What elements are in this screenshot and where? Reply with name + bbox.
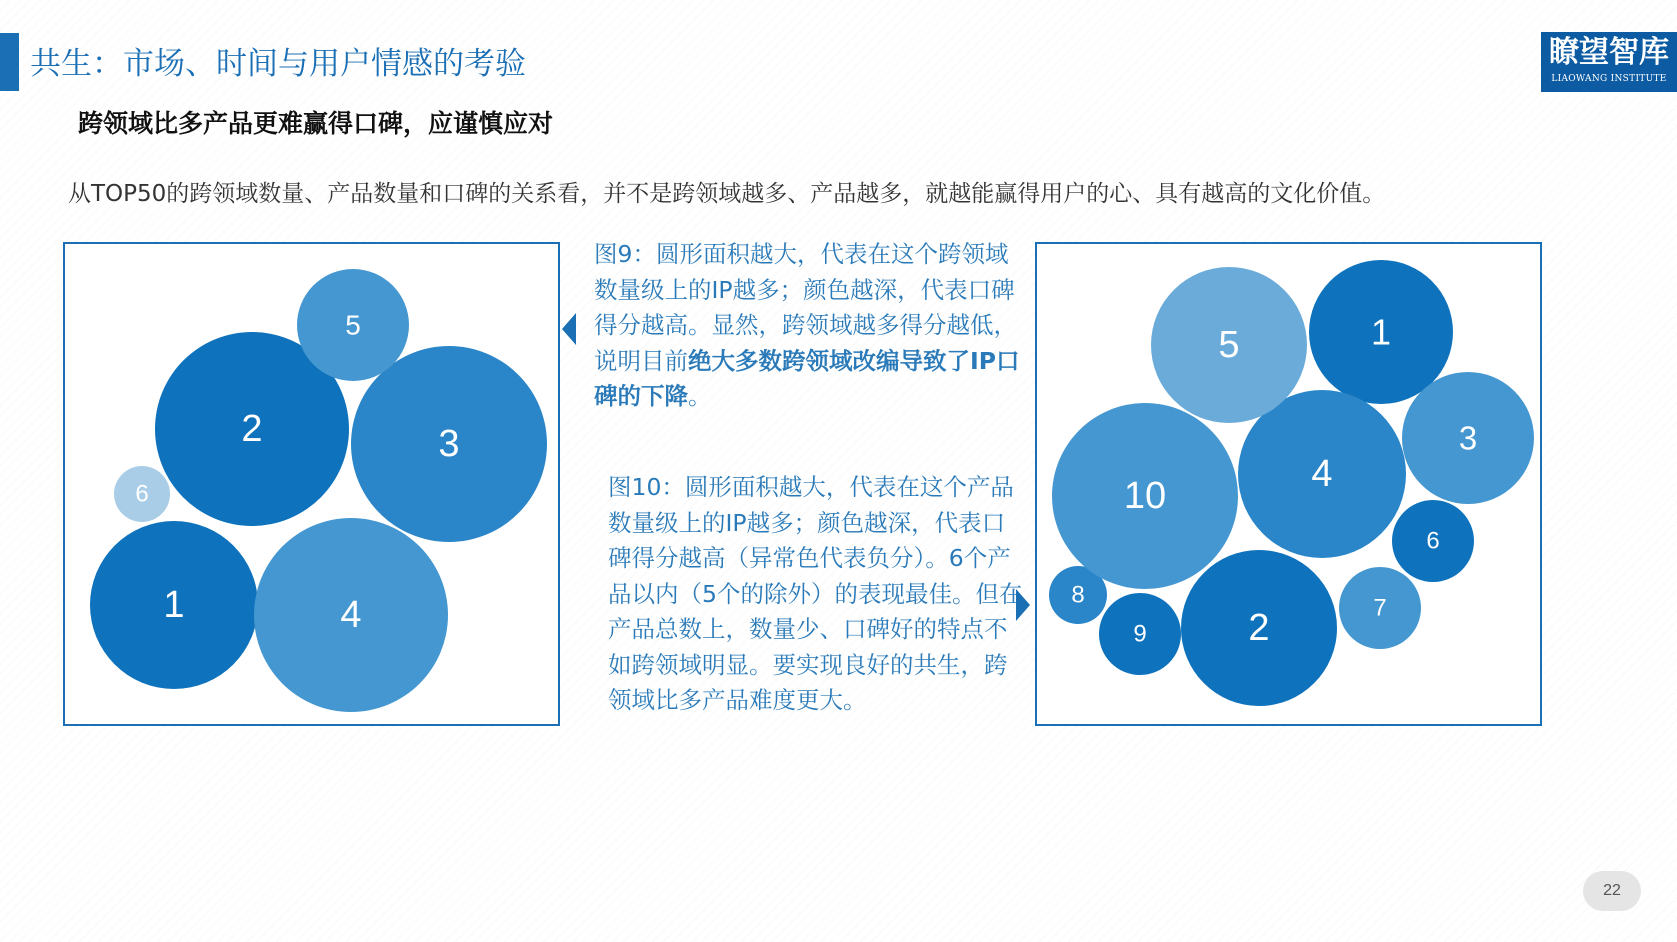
bubble-label-7: 7	[1373, 594, 1387, 622]
logo-text: 瞭望智库	[1549, 35, 1669, 70]
bubble-label-9: 9	[1133, 620, 1147, 648]
bubble-label-4: 4	[1311, 453, 1333, 495]
bubble-label-1: 1	[1370, 311, 1392, 353]
bubble-label-5: 5	[345, 309, 361, 341]
bubble-label-4: 4	[340, 594, 362, 636]
bubble-label-6: 6	[135, 480, 149, 508]
caption-fig9-text: 图9：圆形面积越大，代表在这个跨领域数量级上的IP越多；颜色越深，代表口碑得分越高。显然，跨领域越多得分越低，说明目前	[594, 240, 1017, 375]
caption-fig9-highlight: 绝大多数跨领域改编导致了IP口碑的下降	[594, 346, 1020, 410]
bubble-label-3: 3	[1458, 419, 1478, 457]
bubble-label-2: 2	[1248, 607, 1270, 649]
caption-fig9-end: 。	[688, 382, 712, 410]
bubble-chart-fig10	[1035, 242, 1542, 726]
bubble-label-8: 8	[1071, 581, 1085, 609]
bubble-chart-fig10-svg	[1037, 244, 1540, 724]
page-title: 共生：市场、时间与用户情感的考验	[30, 46, 526, 82]
bubble-chart-fig9	[63, 242, 560, 726]
page-number: 22	[1583, 871, 1641, 911]
bubble-label-1: 1	[163, 584, 185, 626]
intro-text: 从TOP50的跨领域数量、产品数量和口碑的关系看，并不是跨领域越多、产品越多，就越能赢得用户的心、具有越高的文化价值。	[68, 181, 1386, 207]
arrow-left-icon	[562, 313, 576, 345]
caption-fig10-text: 图10：圆形面积越大，代表在这个产品数量级上的IP越多；颜色越深，代表口碑得分越高（异常色代表负分）。6个产品以内（5个的除外）的表现最佳。但在产品总数上，数量少、口碑好的特点不如跨领域明显。要实现良好的共生，跨领域比多产品难度更大。	[608, 473, 1023, 714]
arrow-right-icon	[1016, 589, 1030, 621]
bubble-label-3: 3	[438, 423, 460, 465]
title-accent-bar	[0, 33, 19, 91]
bubble-label-10: 10	[1123, 475, 1167, 517]
bubble-label-2: 2	[241, 408, 263, 450]
caption-fig9	[594, 237, 1024, 415]
caption-fig10	[608, 470, 1028, 719]
logo	[1541, 32, 1677, 92]
bubble-label-6: 6	[1426, 527, 1440, 555]
section-subtitle: 跨领域比多产品更难赢得口碑，应谨慎应对	[78, 109, 554, 138]
bubble-label-5: 5	[1218, 324, 1240, 366]
logo-subtext: LIAOWANG INSTITUTE	[1551, 74, 1667, 84]
bubble-chart-fig9-svg	[65, 244, 558, 724]
